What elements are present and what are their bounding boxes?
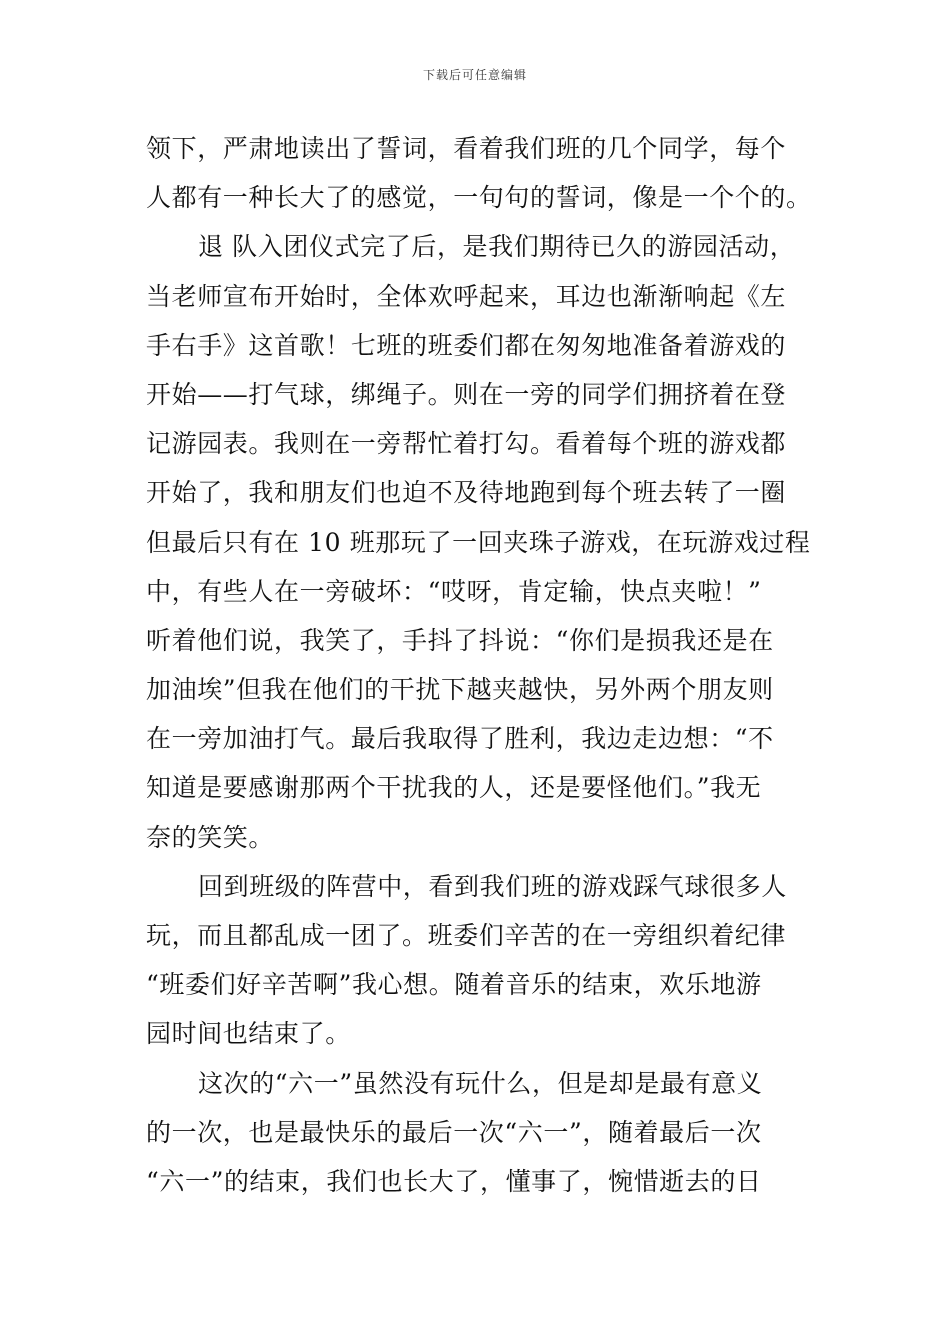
- text-line: 开始了，我和朋友们也迫不及待地跑到每个班去转了一圈: [146, 478, 787, 508]
- text-line: 领下，严肃地读出了誓词，看着我们班的几个同学，每个: [146, 134, 787, 163]
- text-line: 的一次，也是最快乐的最后一次“六一”，随着最后一次: [146, 1117, 762, 1147]
- text-line: 当老师宣布开始时，全体欢呼起来，耳边也渐渐响起《左: [146, 281, 787, 311]
- text-line: 园时间也结束了。: [146, 1019, 351, 1049]
- text-line: 玩，而且都乱成一团了。班委们辛苦的在一旁组织着纪律: [146, 921, 787, 950]
- text-line: “班委们好辛苦啊”我心想。随着音乐的结束，欢乐地游: [146, 970, 762, 1000]
- page-header: 下载后可任意编辑: [422, 68, 527, 82]
- text-line: “六一”的结束，我们也长大了，懂事了，惋惜逝去的日: [146, 1166, 762, 1196]
- body-text: [146, 124, 812, 1206]
- paragraph-start-line: 这次的“六一”虽然没有玩什么，但是却是最有意义: [198, 1068, 763, 1098]
- text-line: 听着他们说，我笑了，手抖了抖说：“你们是损我还是在: [146, 625, 774, 655]
- paragraph-start-line: 退 队入团仪式完了后，是我们期待已久的游园活动，: [198, 232, 796, 262]
- text-line: 但最后只有在 10 班那玩了一回夹珠子游戏，在玩游戏过程: [146, 527, 811, 557]
- text-line: 加油埃”但我在他们的干扰下越夹越快，另外两个朋友则: [146, 675, 774, 705]
- text-line: 知道是要感谢那两个干扰我的人，还是要怪他们。”我无: [146, 773, 762, 803]
- text-line: 中，有些人在一旁破坏：“哎呀，肯定输，快点夹啦！”: [146, 576, 762, 606]
- paragraph-start-line: 回到班级的阵营中，看到我们班的游戏踩气球很多人: [198, 871, 787, 901]
- text-line: 开始——打气球，绑绳子。则在一旁的同学们拥挤着在登: [146, 379, 787, 409]
- text-line: 在一旁加油打气。最后我取得了胜利，我边走边想：“不: [146, 724, 774, 754]
- text-line: 人都有一种长大了的感觉，一句句的誓词，像是一个个的。: [146, 183, 812, 213]
- text-line: 记游园表。我则在一旁帮忙着打勾。看着每个班的游戏都: [146, 429, 787, 459]
- text-line: 手右手》这首歌！七班的班委们都在匆匆地准备着游戏的: [146, 330, 787, 360]
- text-line: 奈的笑笑。: [146, 822, 275, 852]
